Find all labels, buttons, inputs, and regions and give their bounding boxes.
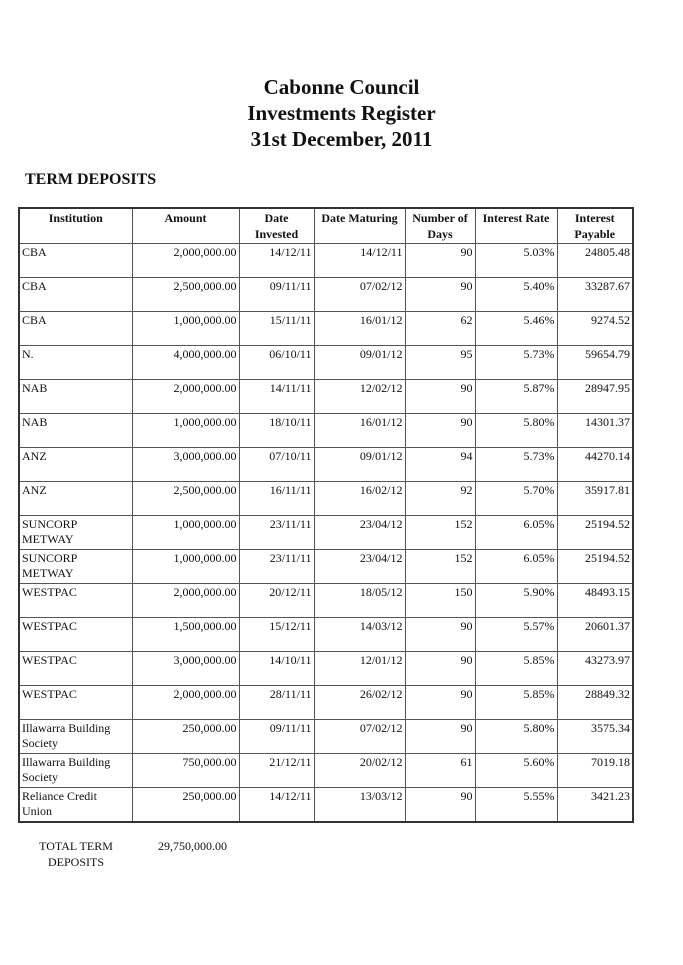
table-cell: 1,500,000.00 [132,618,239,652]
table-cell: 14/10/11 [239,652,314,686]
table-cell: 3,000,000.00 [132,652,239,686]
table-cell: 5.40% [475,278,557,312]
table-cell: 28849.32 [557,686,633,720]
table-cell: 9274.52 [557,312,633,346]
table-row [19,788,633,823]
table-cell: 1,000,000.00 [132,312,239,346]
table-cell: 15/12/11 [239,618,314,652]
table-cell: 16/11/11 [239,482,314,516]
table-cell: 59654.79 [557,346,633,380]
table-cell: ANZ [19,482,132,516]
table-cell: WESTPAC [19,618,132,652]
table-cell: 18/05/12 [314,584,405,618]
column-header: Number of Days [405,208,475,244]
table-row [19,448,633,482]
table-row [19,584,633,618]
table-cell: 14301.37 [557,414,633,448]
table-cell: 07/02/12 [314,278,405,312]
table-row [19,618,633,652]
table-cell: 150 [405,584,475,618]
table-cell: 2,000,000.00 [132,686,239,720]
table-cell: 5.80% [475,414,557,448]
table-cell: 5.60% [475,754,557,788]
table-cell: 90 [405,278,475,312]
table-row [19,346,633,380]
table-cell: 15/11/11 [239,312,314,346]
table-row [19,482,633,516]
table-cell: 14/12/11 [239,788,314,823]
section-heading: TERM DEPOSITS [25,171,157,188]
column-header: Date Invested [239,208,314,244]
table-cell: 5.55% [475,788,557,823]
table-cell: 1,000,000.00 [132,516,239,550]
table-cell: 07/02/12 [314,720,405,754]
table-cell: 21/12/11 [239,754,314,788]
column-header: Amount [132,208,239,244]
table-cell: 152 [405,516,475,550]
table-cell: 1,000,000.00 [132,550,239,584]
table-cell: 7019.18 [557,754,633,788]
table-cell: 61 [405,754,475,788]
table-row [19,652,633,686]
table-cell: 90 [405,618,475,652]
table-cell: 2,500,000.00 [132,278,239,312]
table-cell: Illawarra Building Society [19,720,132,754]
table-cell: 3,000,000.00 [132,448,239,482]
total-value: 29,750,000.00 [158,839,227,853]
table-cell: 09/11/11 [239,720,314,754]
table-cell: 09/11/11 [239,278,314,312]
table-cell: WESTPAC [19,652,132,686]
table-cell: 09/01/12 [314,346,405,380]
table-cell: NAB [19,380,132,414]
table-cell: 5.90% [475,584,557,618]
table-row [19,720,633,754]
table-cell: ANZ [19,448,132,482]
table-cell: 3421.23 [557,788,633,823]
table-cell: CBA [19,244,132,278]
table-cell: 23/11/11 [239,550,314,584]
table-cell: Illawarra Building Society [19,754,132,788]
table-cell: 14/12/11 [239,244,314,278]
column-header: Interest Payable [557,208,633,244]
table-cell: 16/01/12 [314,414,405,448]
table-cell: 25194.52 [557,516,633,550]
table-cell: 250,000.00 [132,788,239,823]
table-row [19,414,633,448]
table-cell: 07/10/11 [239,448,314,482]
table-cell: 750,000.00 [132,754,239,788]
table-cell: Reliance Credit Union [19,788,132,823]
table-cell: 1,000,000.00 [132,414,239,448]
table-cell: 09/01/12 [314,448,405,482]
table-row [19,550,633,584]
table-cell: 25194.52 [557,550,633,584]
table-cell: 23/11/11 [239,516,314,550]
table-cell: 4,000,000.00 [132,346,239,380]
table-cell: 250,000.00 [132,720,239,754]
table-row [19,380,633,414]
table-cell: 26/02/12 [314,686,405,720]
table-cell: 12/01/12 [314,652,405,686]
table-cell: 28/11/11 [239,686,314,720]
register-date: 31st December, 2011 [250,127,433,151]
table-cell: 90 [405,788,475,823]
table-cell: 152 [405,550,475,584]
table-row [19,278,633,312]
table-cell: CBA [19,312,132,346]
table-header-row [19,208,633,244]
table-cell: 06/10/11 [239,346,314,380]
table-cell: 33287.67 [557,278,633,312]
table-cell: SUNCORP METWAY [19,516,132,550]
table-cell: 6.05% [475,550,557,584]
table-cell: 90 [405,414,475,448]
table-cell: 5.70% [475,482,557,516]
table-cell: 6.05% [475,516,557,550]
table-cell: 3575.34 [557,720,633,754]
table-cell: 23/04/12 [314,516,405,550]
term-deposits-table [18,207,634,823]
table-cell: 12/02/12 [314,380,405,414]
table-cell: WESTPAC [19,686,132,720]
table-cell: 23/04/12 [314,550,405,584]
table-cell: 20/02/12 [314,754,405,788]
table-cell: CBA [19,278,132,312]
document-title-block [0,74,683,152]
table-cell: 90 [405,652,475,686]
table-row [19,686,633,720]
table-cell: 35917.81 [557,482,633,516]
table-cell: 2,000,000.00 [132,380,239,414]
table-cell: 5.03% [475,244,557,278]
table-cell: 13/03/12 [314,788,405,823]
table-cell: 94 [405,448,475,482]
table-row [19,312,633,346]
council-name: Cabonne Council [263,75,420,99]
register-name: Investments Register [247,101,436,125]
table-cell: SUNCORP METWAY [19,550,132,584]
table-cell: 90 [405,686,475,720]
table-cell: 28947.95 [557,380,633,414]
table-cell: 5.85% [475,652,557,686]
table-cell: 48493.15 [557,584,633,618]
table-cell: 20601.37 [557,618,633,652]
table-cell: 92 [405,482,475,516]
table-cell: N. [19,346,132,380]
table-cell: 24805.48 [557,244,633,278]
table-cell: 16/02/12 [314,482,405,516]
table-row [19,516,633,550]
table-cell: 5.73% [475,346,557,380]
table-cell: 5.85% [475,686,557,720]
table-cell: 5.46% [475,312,557,346]
table-cell: 20/12/11 [239,584,314,618]
table-cell: NAB [19,414,132,448]
table-cell: 5.87% [475,380,557,414]
column-header: Date Maturing [314,208,405,244]
column-header: Interest Rate [475,208,557,244]
column-header: Institution [19,208,132,244]
table-cell: 14/03/12 [314,618,405,652]
table-cell: 2,000,000.00 [132,244,239,278]
table-cell: 14/12/11 [314,244,405,278]
table-cell: 43273.97 [557,652,633,686]
table-cell: 90 [405,720,475,754]
table-cell: 62 [405,312,475,346]
table-cell: 18/10/11 [239,414,314,448]
table-cell: WESTPAC [19,584,132,618]
table-cell: 5.73% [475,448,557,482]
table-cell: 90 [405,244,475,278]
table-row [19,754,633,788]
table-cell: 2,500,000.00 [132,482,239,516]
table-cell: 14/11/11 [239,380,314,414]
table-row [19,244,633,278]
table-cell: 2,000,000.00 [132,584,239,618]
table-body [19,244,633,823]
table-cell: 95 [405,346,475,380]
total-label: TOTAL TERM DEPOSITS [39,839,113,869]
table-cell: 5.80% [475,720,557,754]
table-cell: 5.57% [475,618,557,652]
table-cell: 16/01/12 [314,312,405,346]
table-cell: 90 [405,380,475,414]
table-cell: 44270.14 [557,448,633,482]
